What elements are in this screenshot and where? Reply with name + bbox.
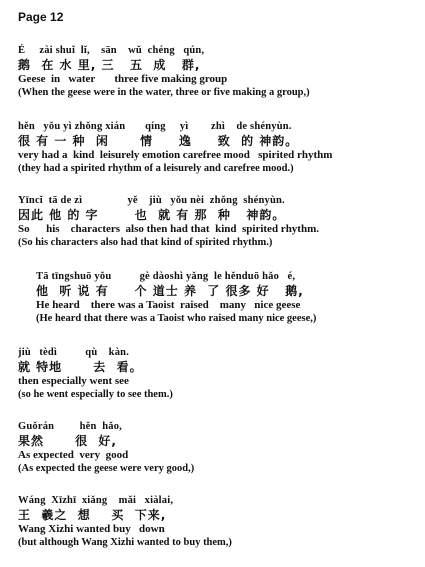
gloss-line: Wang Xizhi wanted buy down <box>18 523 165 535</box>
gloss-line: He heard there was a Taoist raised many nice geese <box>36 299 301 311</box>
pinyin-line: jiù tèdì qù kàn. <box>18 347 130 358</box>
pinyin-line: Guǒrán hěn hǎo, <box>18 421 122 432</box>
verse-block-5 <box>18 346 418 402</box>
hanzi-line: 他 听 说 有 个 道士 养 了 很多 好 鹅, <box>36 284 304 298</box>
gloss-line: then especially went see <box>18 375 129 387</box>
gloss-line: As expected very good <box>18 449 129 461</box>
verse-block-6 <box>18 420 418 476</box>
hanzi-line: 就 特地 去 看。 <box>18 360 143 374</box>
gloss-line: So his characters also then had that kind spirited rhythm. <box>18 223 320 235</box>
pinyin-line: É zài shuǐ lǐ, sān wǔ chéng qún, <box>18 45 205 56</box>
pinyin-line: Yīncǐ tā de zì yě jiù yǒu nèi zhǒng shényùn. <box>18 195 285 206</box>
pinyin-line: hěn yǒu yì zhǒng xián qíng yì zhì de shényùn. <box>18 121 292 132</box>
pinyin-line: Tā tīngshuō yǒu gè dàoshì yǎng le hěnduō hǎo é, <box>36 271 296 282</box>
gloss-line: very had a kind leisurely emotion carefree mood spirited rhythm <box>18 149 333 161</box>
translation-line: (So his characters also had that kind of spirited rhythm.) <box>18 237 273 248</box>
page-title: Page 12 <box>18 10 64 24</box>
verse-block-7 <box>18 494 418 550</box>
verse-block-1 <box>18 44 418 100</box>
translation-line: (When the geese were in the water, three or five making a group,) <box>18 87 310 98</box>
translation-line: (As expected the geese were very good,) <box>18 463 195 474</box>
hanzi-line: 鹅 在 水 里, 三 五 成 群, <box>18 58 201 72</box>
translation-line: (He heard that there was a Taoist who raised many nice geese,) <box>36 313 317 324</box>
verse-block-2 <box>18 120 418 176</box>
hanzi-line: 很 有 一 种 闲 情 逸 致 的 神韵。 <box>18 134 299 148</box>
verse-block-3 <box>18 194 418 250</box>
hanzi-line: 因此 他 的 字 也 就 有 那 种 神韵。 <box>18 208 286 222</box>
hanzi-line: 果然 很 好, <box>18 434 117 448</box>
translation-line: (they had a spirited rhythm of a leisurely and carefree mood.) <box>18 163 294 174</box>
hanzi-line: 王 羲之 想 买 下来, <box>18 508 167 522</box>
verse-block-4 <box>18 270 425 326</box>
pinyin-line: Wáng Xīzhī xiǎng mǎi xiàlai, <box>18 495 174 506</box>
gloss-line: Geese in water three five making group <box>18 73 228 85</box>
translation-line: (so he went especially to see them.) <box>18 389 173 400</box>
translation-line: (but although Wang Xizhi wanted to buy them,) <box>18 537 232 548</box>
